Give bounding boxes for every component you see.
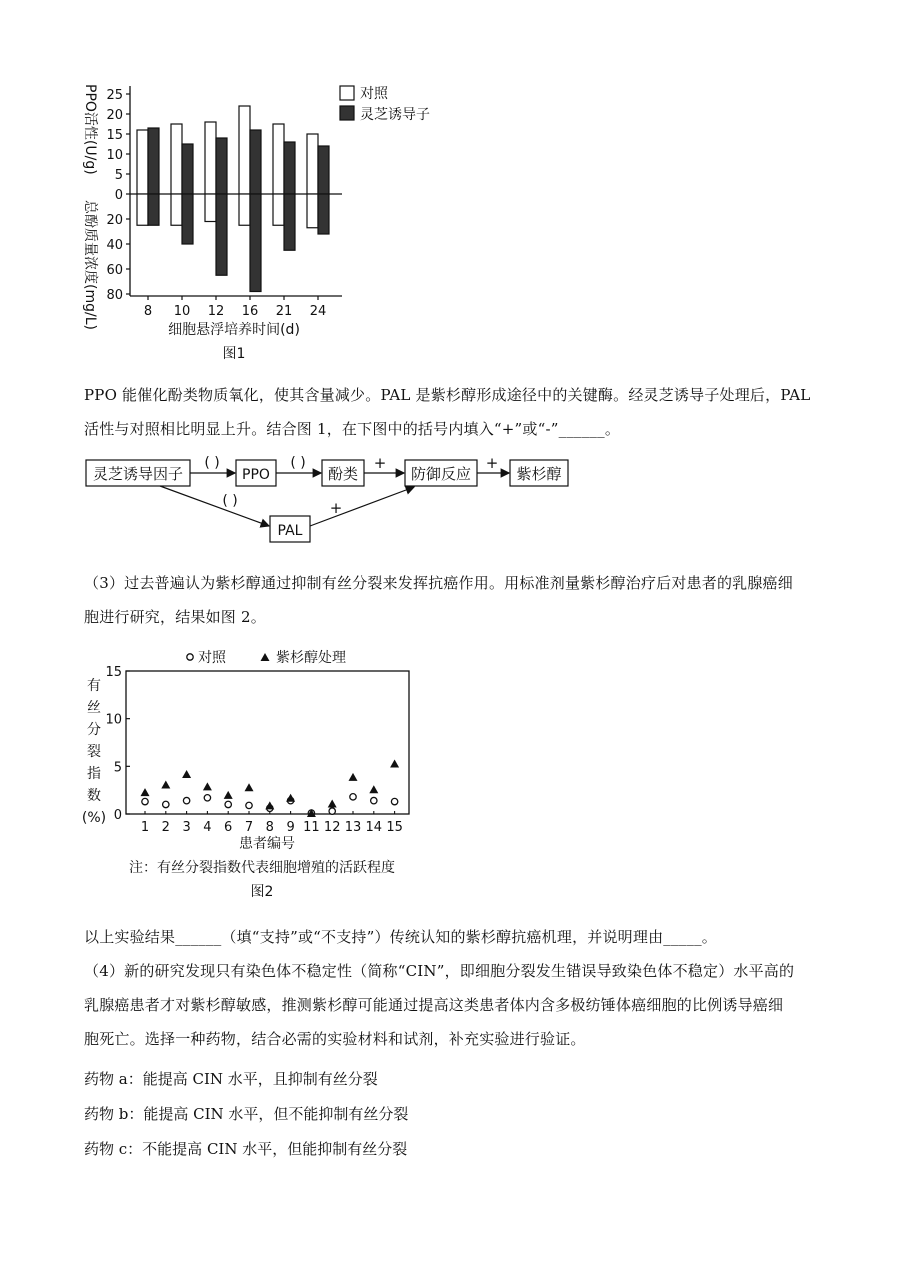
fig2-point-control xyxy=(371,797,377,803)
fig1-bar-upper xyxy=(250,130,261,194)
blank-inducer-ppo: ( ) xyxy=(204,455,220,471)
fig1-bar-lower xyxy=(239,194,250,225)
fig2-point-control xyxy=(225,801,231,807)
fig2-xtick-label: 11 xyxy=(303,820,320,835)
fig2-ylabel-char: 指 xyxy=(87,766,101,782)
fig2-point-taxol xyxy=(182,770,191,778)
fig2-point-taxol xyxy=(349,773,358,781)
text-line: PPO 能催化酚类物质氧化，使其含量减少。PAL 是紫杉醇形成途径中的关键酶。经灵芝诱导子处理后，PAL xyxy=(84,386,811,404)
fig2-point-taxol xyxy=(369,785,378,793)
fig1-lower-ylabel: 总酚质量浓度(mg/L) xyxy=(82,200,98,330)
legend-label-inducer: 灵芝诱导子 xyxy=(360,107,430,123)
fig2-point-control xyxy=(183,797,189,803)
fig2-ylabel-char: 丝 xyxy=(87,700,101,716)
fig2-point-taxol xyxy=(203,782,212,790)
fig2-ytick-label: 0 xyxy=(113,808,122,823)
node-defense: 防御反应 xyxy=(410,465,472,483)
fig1-bar-upper xyxy=(137,130,148,194)
node-phenol: 酚类 xyxy=(327,465,359,483)
fig1-bar-lower xyxy=(318,194,329,234)
fig2-xtick-label: 13 xyxy=(344,820,362,835)
fig1-caption: 图1 xyxy=(222,346,246,362)
figure1-chart xyxy=(70,72,470,372)
fig1-bar-lower xyxy=(148,194,159,225)
fig1-xtick-label: 8 xyxy=(143,304,153,319)
fig2-point-taxol xyxy=(245,783,254,791)
fig2-ylabel-char: 分 xyxy=(87,722,101,738)
plus-defense-taxol: + xyxy=(485,454,499,472)
fig2-point-control xyxy=(163,801,169,807)
fig2-point-taxol xyxy=(265,801,274,809)
fig1-xtick-label: 10 xyxy=(173,304,191,319)
fig2-point-control xyxy=(391,798,397,804)
fig2-point-taxol xyxy=(141,788,150,796)
fig2-point-control xyxy=(204,795,210,801)
legend-label-control: 对照 xyxy=(360,86,388,102)
fig2-xtick-label: 2 xyxy=(161,820,170,835)
fig1-bar-lower xyxy=(171,194,182,225)
figure2-chart xyxy=(80,644,440,906)
fig1-bar-lower xyxy=(216,194,227,275)
text-line: 活性与对照相比明显上升。结合图 1，在下图中的括号内填入“+”或“-”______。 xyxy=(84,420,621,438)
text-line: 胞进行研究，结果如图 2。 xyxy=(84,608,266,626)
fig2-xtick-label: 12 xyxy=(323,820,341,835)
fig2-plot-frame xyxy=(126,671,409,814)
fig2-xtick-label: 8 xyxy=(265,820,274,835)
legend-marker-taxol xyxy=(261,653,270,661)
paragraph-question-4 xyxy=(84,920,824,1056)
fig1-bar-upper xyxy=(216,138,227,194)
text-line: （3）过去普遍认为紫杉醇通过抑制有丝分裂来发挥抗癌作用。用标准剂量紫杉醇治疗后对患者的乳腺癌细 xyxy=(84,574,793,592)
plus-phenol-defense: + xyxy=(373,454,387,472)
fig2-point-taxol xyxy=(224,791,233,799)
node-inducer: 灵芝诱导因子 xyxy=(92,465,184,483)
fig2-xtick-label: 7 xyxy=(244,820,254,835)
fig2-point-taxol xyxy=(328,800,337,808)
fig1-xtick-label: 24 xyxy=(309,304,327,319)
drug-b: 药物 b：能提高 CIN 水平，但不能抑制有丝分裂 xyxy=(84,1105,409,1123)
fig1-upper-ylabel: PPO活性(U/g) xyxy=(82,84,98,175)
arrow-pal-defense xyxy=(310,487,414,526)
fig2-note: 注：有丝分裂指数代表细胞增殖的活跃程度 xyxy=(129,860,395,876)
fig2-point-control xyxy=(329,808,335,814)
node-pal: PAL xyxy=(277,523,303,539)
fig2-point-control xyxy=(350,794,356,800)
legend-swatch-control xyxy=(340,86,354,100)
legend-swatch-inducer xyxy=(340,106,354,120)
fig2-xtick-label: 14 xyxy=(365,820,383,835)
fig1-ytick-label: 10 xyxy=(106,148,123,163)
fig2-ytick-label: 5 xyxy=(113,760,122,776)
drug-a: 药物 a：能提高 CIN 水平，且抑制有丝分裂 xyxy=(84,1070,378,1088)
fig2-caption: 图2 xyxy=(250,884,274,900)
fig1-bar-upper xyxy=(318,146,329,194)
fig1-bar-upper xyxy=(273,124,284,194)
legend-marker-control xyxy=(187,654,193,660)
node-taxol: 紫杉醇 xyxy=(516,465,562,483)
fig1-bar-upper xyxy=(148,128,159,194)
fig1-ytick-label: 5 xyxy=(114,168,123,183)
fig2-ylabel-char: 裂 xyxy=(87,744,101,760)
fig2-point-control xyxy=(142,798,148,804)
legend-label-taxol: 紫杉醇处理 xyxy=(276,650,346,666)
drug-c: 药物 c：不能提高 CIN 水平，但能抑制有丝分裂 xyxy=(84,1140,408,1158)
fig1-ytick-label: 40 xyxy=(106,238,123,253)
fig2-point-taxol xyxy=(286,794,295,802)
fig1-bar-lower xyxy=(250,194,261,292)
fig2-xlabel: 患者编号 xyxy=(239,836,295,852)
fig1-bar-lower xyxy=(307,194,318,228)
fig2-ylabel-char: 有 xyxy=(87,678,101,694)
fig2-point-control xyxy=(246,802,252,808)
fig2-xtick-label: 9 xyxy=(286,820,295,835)
fig1-bar-upper xyxy=(171,124,182,194)
fig2-ytick-label: 15 xyxy=(105,665,122,680)
legend-label-control2: 对照 xyxy=(198,650,226,666)
fig1-bar-upper xyxy=(284,142,295,194)
text-line: 以上实验结果______（填“支持”或“不支持”）传统认知的紫杉醇抗癌机理，并说明理由_____。 xyxy=(84,928,717,946)
fig1-ytick-label: 25 xyxy=(106,88,123,103)
text-line: 胞死亡。选择一种药物，结合必需的实验材料和试剂，补充实验进行验证。 xyxy=(84,1030,586,1048)
fig1-bar-upper xyxy=(239,106,250,194)
paragraph-question-3 xyxy=(84,566,824,634)
fig1-bar-upper xyxy=(182,144,193,194)
fig1-ytick-label: 60 xyxy=(106,263,123,278)
fig1-bar-lower xyxy=(284,194,295,250)
node-ppo: PPO xyxy=(242,467,270,483)
fig1-bar-lower xyxy=(273,194,284,225)
fig2-ytick-label: 10 xyxy=(105,712,122,728)
fig1-bar-lower xyxy=(182,194,193,244)
fig1-ytick-label: 15 xyxy=(106,128,123,143)
plus-pal-defense: + xyxy=(329,499,343,517)
fig2-xtick-label: 6 xyxy=(224,820,233,835)
fig2-xtick-label: 1 xyxy=(140,820,150,835)
fig1-bar-lower xyxy=(205,194,216,222)
fig1-xtick-label: 12 xyxy=(207,304,225,319)
fig2-point-taxol xyxy=(161,780,170,788)
fig2-xtick-label: 3 xyxy=(182,820,191,835)
fig1-xlabel: 细胞悬浮培养时间(d) xyxy=(168,322,300,338)
fig1-bar-upper xyxy=(205,122,216,194)
fig1-ytick-label: 20 xyxy=(106,213,123,228)
fig1-bar-upper xyxy=(307,134,318,194)
flow-diagram xyxy=(80,450,580,550)
fig1-ytick-label: 0 xyxy=(114,188,123,203)
fig2-xtick-label: 4 xyxy=(203,820,212,835)
fig2-point-taxol xyxy=(390,759,399,767)
fig1-bar-lower xyxy=(137,194,148,225)
fig2-ylabel-char: (%) xyxy=(81,810,107,826)
fig1-xtick-label: 21 xyxy=(275,304,293,319)
text-line: 乳腺癌患者才对紫杉醇敏感，推测紫杉醇可能通过提高这类患者体内含多极纺锤体癌细胞的比例诱导癌细 xyxy=(84,996,784,1014)
fig1-ytick-label: 20 xyxy=(106,108,123,123)
blank-ppo-phenol: ( ) xyxy=(290,455,306,471)
arrow-inducer-pal xyxy=(160,486,269,526)
fig1-xtick-label: 16 xyxy=(241,304,259,319)
text-line: （4）新的研究发现只有染色体不稳定性（简称“CIN”，即细胞分裂发生错误导致染色体不稳定）水平高的 xyxy=(84,962,795,980)
fig2-ylabel-char: 数 xyxy=(87,788,101,804)
fig2-xtick-label: 15 xyxy=(386,820,403,835)
fig2-ylabel xyxy=(82,678,106,826)
fig1-ytick-label: 80 xyxy=(106,288,123,303)
paragraph-ppo-pal xyxy=(84,378,824,446)
blank-inducer-pal: ( ) xyxy=(222,493,238,509)
